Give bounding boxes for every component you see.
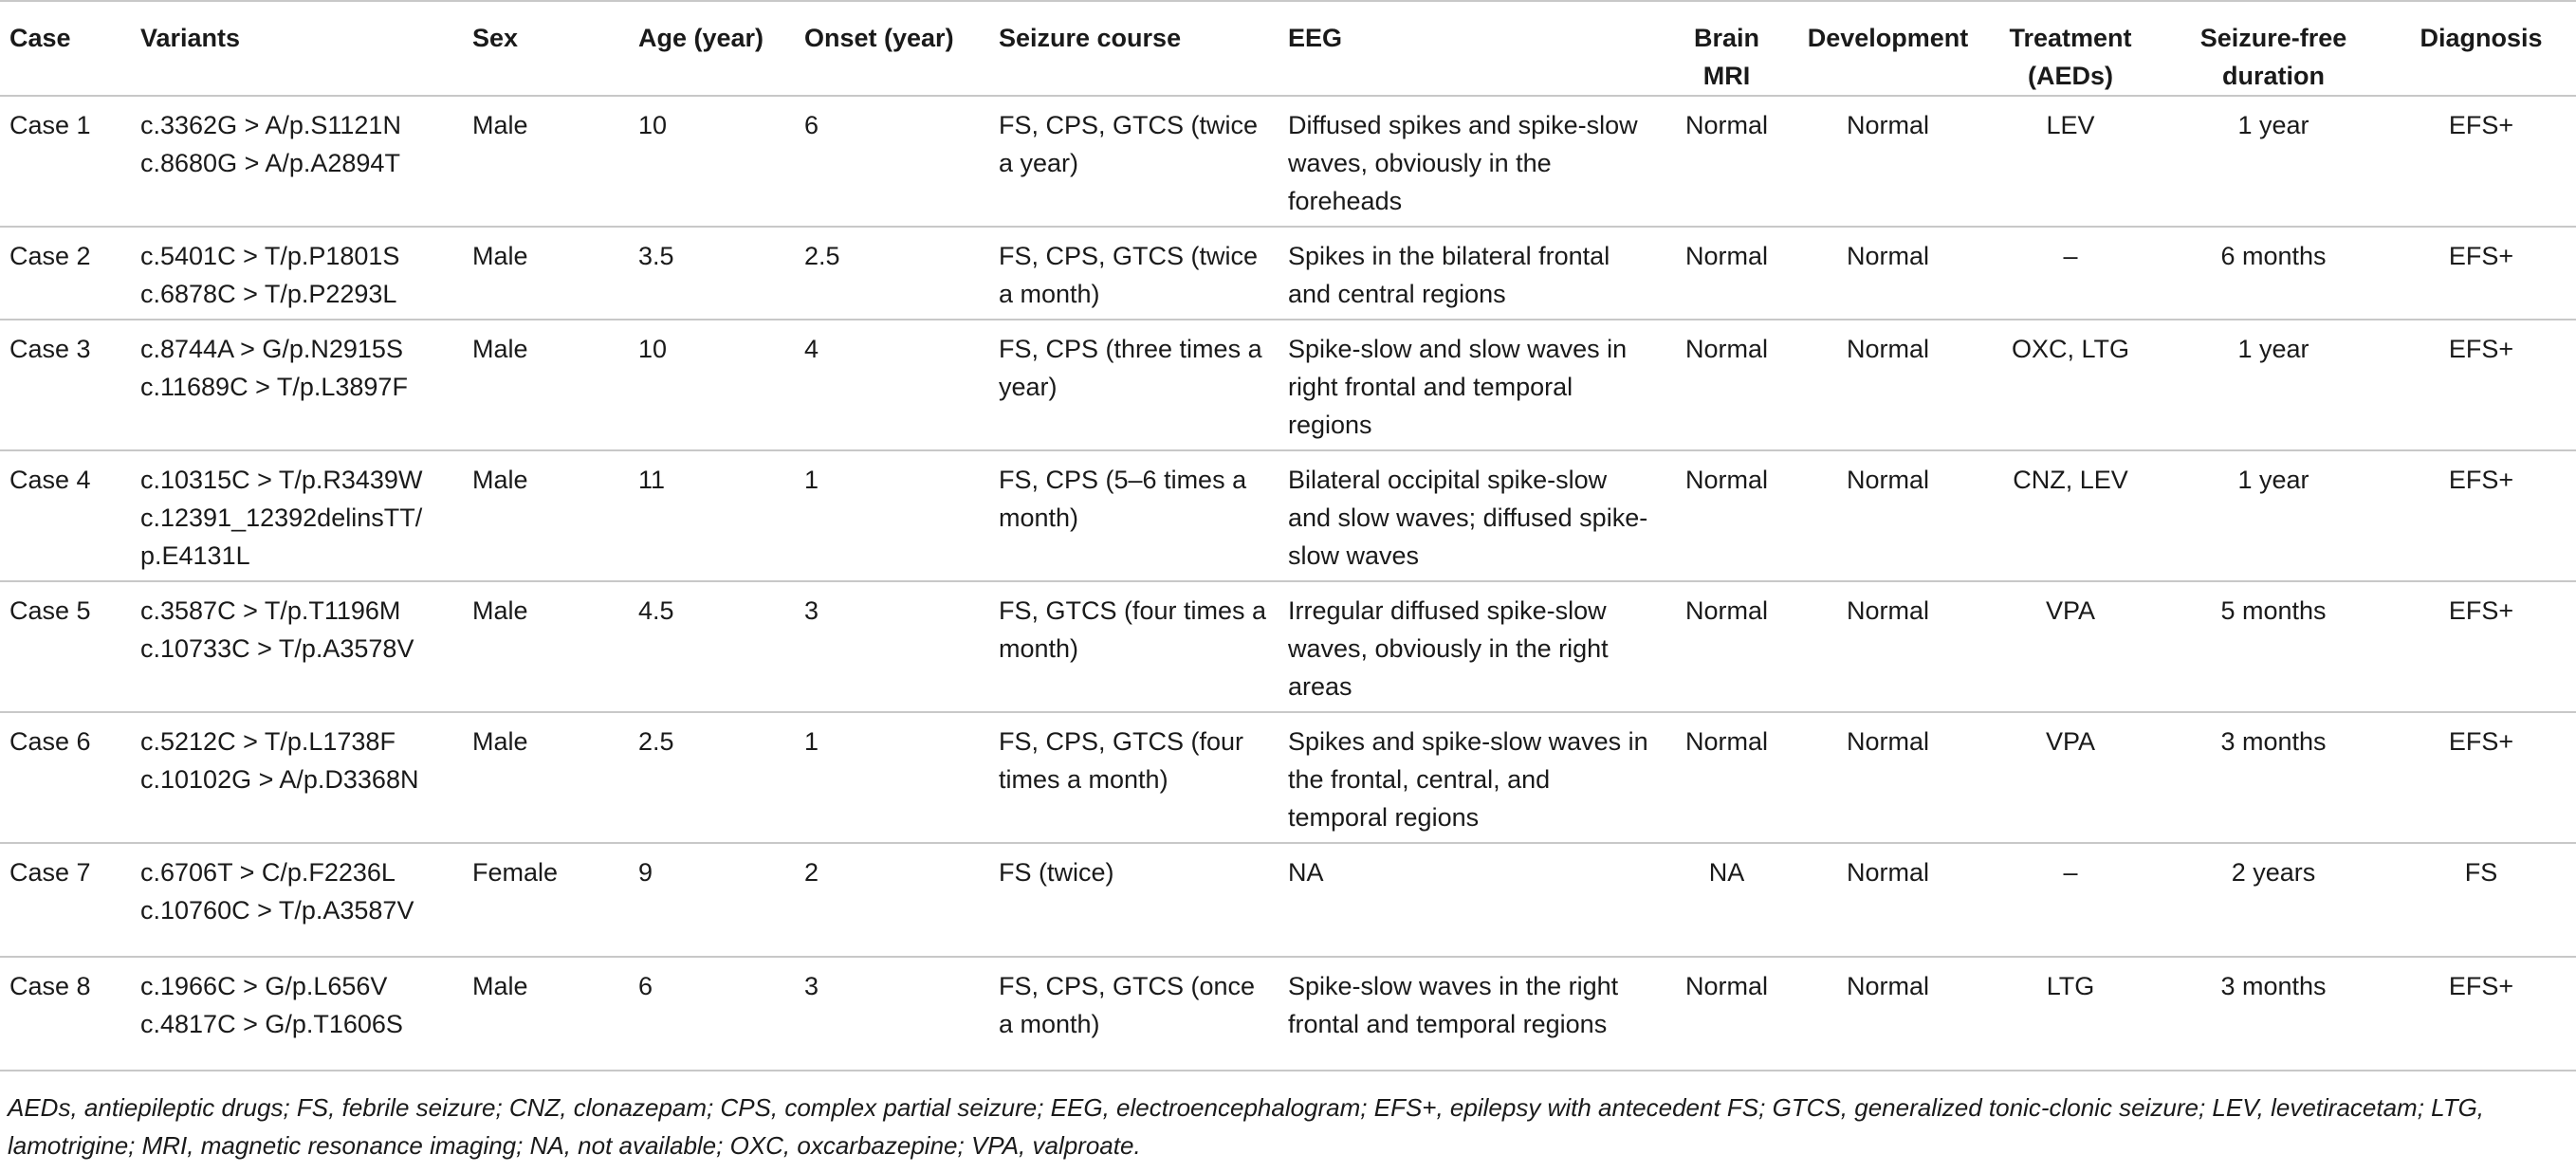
cell-seizure-course: FS, CPS, GTCS (four times a month) xyxy=(989,712,1279,843)
cell-treatment: VPA xyxy=(1980,581,2161,712)
cell-development: Normal xyxy=(1795,96,1980,227)
cell-case: Case 6 xyxy=(0,712,131,843)
cell-eeg: Spike-slow waves in the right frontal and temporal regions xyxy=(1279,957,1658,1071)
cell-case: Case 1 xyxy=(0,96,131,227)
cell-seizure-course: FS, GTCS (four times a month) xyxy=(989,581,1279,712)
cell-development: Normal xyxy=(1795,712,1980,843)
table-row xyxy=(0,320,2576,450)
cell-eeg: Bilateral occipital spike-slow and slow waves; diffused spike-slow waves xyxy=(1279,450,1658,581)
cell-age: 10 xyxy=(629,320,795,450)
cell-development: Normal xyxy=(1795,843,1980,957)
cell-case: Case 2 xyxy=(0,227,131,320)
cell-seizure-free-duration: 3 months xyxy=(2161,957,2386,1071)
cell-seizure-free-duration: 1 year xyxy=(2161,320,2386,450)
cell-eeg: Spikes and spike-slow waves in the frontal, central, and temporal regions xyxy=(1279,712,1658,843)
cell-case: Case 3 xyxy=(0,320,131,450)
cell-sex: Male xyxy=(463,227,629,320)
cell-seizure-free-duration: 2 years xyxy=(2161,843,2386,957)
cell-onset: 1 xyxy=(795,450,989,581)
cell-age: 9 xyxy=(629,843,795,957)
cell-diagnosis: EFS+ xyxy=(2386,450,2576,581)
cell-brain-mri: Normal xyxy=(1658,957,1795,1071)
cell-onset: 4 xyxy=(795,320,989,450)
table-footnote: AEDs, antiepileptic drugs; FS, febrile seizure; CNZ, clonazepam; CPS, complex partial seizure; EEG, electroencephalogram; EFS+, epilepsy with antecedent FS; GTCS, generalized tonic-clonic seizure; LEV, levetiracetam; LTG, lamotrigine; MRI, magnetic resonance imaging; NA, not available; OXC, oxcarbazepine; VPA, valproate. xyxy=(8,1093,2485,1160)
cell-treatment: CNZ, LEV xyxy=(1980,450,2161,581)
cell-sex: Male xyxy=(463,581,629,712)
table-header xyxy=(0,1,2576,96)
cell-seizure-free-duration: 5 months xyxy=(2161,581,2386,712)
cell-sex: Female xyxy=(463,843,629,957)
cell-onset: 1 xyxy=(795,712,989,843)
table-row xyxy=(0,843,2576,957)
cell-age: 6 xyxy=(629,957,795,1071)
cell-variants: c.3587C > T/p.T1196M c.10733C > T/p.A3578V xyxy=(131,581,463,712)
cell-seizure-course: FS, CPS (three times a year) xyxy=(989,320,1279,450)
table-row xyxy=(0,581,2576,712)
cell-brain-mri: Normal xyxy=(1658,227,1795,320)
header-case: Case xyxy=(0,1,131,96)
cell-sex: Male xyxy=(463,96,629,227)
header-row xyxy=(0,1,2576,96)
cell-treatment: OXC, LTG xyxy=(1980,320,2161,450)
cell-age: 2.5 xyxy=(629,712,795,843)
header-sex: Sex xyxy=(463,1,629,96)
cell-treatment: LTG xyxy=(1980,957,2161,1071)
cell-brain-mri: Normal xyxy=(1658,320,1795,450)
cell-diagnosis: EFS+ xyxy=(2386,320,2576,450)
cell-brain-mri: Normal xyxy=(1658,450,1795,581)
cell-brain-mri: Normal xyxy=(1658,581,1795,712)
cell-seizure-course: FS, CPS, GTCS (twice a month) xyxy=(989,227,1279,320)
cell-diagnosis: EFS+ xyxy=(2386,712,2576,843)
header-development: Development xyxy=(1795,1,1980,96)
cell-eeg: Diffused spikes and spike-slow waves, obviously in the foreheads xyxy=(1279,96,1658,227)
cell-case: Case 7 xyxy=(0,843,131,957)
cell-development: Normal xyxy=(1795,227,1980,320)
cell-development: Normal xyxy=(1795,320,1980,450)
cell-onset: 2 xyxy=(795,843,989,957)
cell-diagnosis: EFS+ xyxy=(2386,581,2576,712)
table-row xyxy=(0,227,2576,320)
cell-variants: c.8744A > G/p.N2915S c.11689C > T/p.L3897F xyxy=(131,320,463,450)
cell-eeg: Irregular diffused spike-slow waves, obviously in the right areas xyxy=(1279,581,1658,712)
table-row xyxy=(0,450,2576,581)
cell-age: 11 xyxy=(629,450,795,581)
cell-seizure-course: FS, CPS (5–6 times a month) xyxy=(989,450,1279,581)
cell-diagnosis: EFS+ xyxy=(2386,96,2576,227)
cell-treatment: – xyxy=(1980,227,2161,320)
header-treatment: Treatment (AEDs) xyxy=(1980,1,2161,96)
cell-seizure-free-duration: 1 year xyxy=(2161,96,2386,227)
table-row xyxy=(0,957,2576,1071)
header-onset: Onset (year) xyxy=(795,1,989,96)
cell-brain-mri: NA xyxy=(1658,843,1795,957)
cell-age: 10 xyxy=(629,96,795,227)
cell-age: 4.5 xyxy=(629,581,795,712)
cell-case: Case 8 xyxy=(0,957,131,1071)
cell-onset: 3 xyxy=(795,957,989,1071)
header-seizure-course: Seizure course xyxy=(989,1,1279,96)
cell-seizure-free-duration: 1 year xyxy=(2161,450,2386,581)
cell-seizure-course: FS (twice) xyxy=(989,843,1279,957)
cell-onset: 3 xyxy=(795,581,989,712)
cell-variants: c.10315C > T/p.R3439W c.12391_12392delinsTT/ p.E4131L xyxy=(131,450,463,581)
cell-treatment: LEV xyxy=(1980,96,2161,227)
table-body xyxy=(0,96,2576,1071)
cell-sex: Male xyxy=(463,450,629,581)
header-eeg: EEG xyxy=(1279,1,1658,96)
cell-diagnosis: EFS+ xyxy=(2386,227,2576,320)
cell-diagnosis: EFS+ xyxy=(2386,957,2576,1071)
cell-onset: 2.5 xyxy=(795,227,989,320)
header-brain-mri: Brain MRI xyxy=(1658,1,1795,96)
cell-variants: c.5401C > T/p.P1801S c.6878C > T/p.P2293L xyxy=(131,227,463,320)
cell-sex: Male xyxy=(463,712,629,843)
cell-development: Normal xyxy=(1795,450,1980,581)
header-seizure-free-duration: Seizure-free duration xyxy=(2161,1,2386,96)
cell-sex: Male xyxy=(463,320,629,450)
cell-age: 3.5 xyxy=(629,227,795,320)
cell-eeg: Spike-slow and slow waves in right frontal and temporal regions xyxy=(1279,320,1658,450)
cell-eeg: NA xyxy=(1279,843,1658,957)
cell-variants: c.6706T > C/p.F2236L c.10760C > T/p.A3587V xyxy=(131,843,463,957)
cell-sex: Male xyxy=(463,957,629,1071)
cell-eeg: Spikes in the bilateral frontal and central regions xyxy=(1279,227,1658,320)
header-diagnosis: Diagnosis xyxy=(2386,1,2576,96)
cell-brain-mri: Normal xyxy=(1658,712,1795,843)
cell-development: Normal xyxy=(1795,957,1980,1071)
header-age: Age (year) xyxy=(629,1,795,96)
cell-case: Case 5 xyxy=(0,581,131,712)
cell-variants: c.5212C > T/p.L1738F c.10102G > A/p.D3368N xyxy=(131,712,463,843)
cell-seizure-course: FS, CPS, GTCS (twice a year) xyxy=(989,96,1279,227)
cell-onset: 6 xyxy=(795,96,989,227)
cell-variants: c.1966C > G/p.L656V c.4817C > G/p.T1606S xyxy=(131,957,463,1071)
table-row xyxy=(0,96,2576,227)
cell-seizure-free-duration: 3 months xyxy=(2161,712,2386,843)
header-variants: Variants xyxy=(131,1,463,96)
cell-treatment: – xyxy=(1980,843,2161,957)
table-row xyxy=(0,712,2576,843)
cell-treatment: VPA xyxy=(1980,712,2161,843)
cell-variants: c.3362G > A/p.S1121N c.8680G > A/p.A2894T xyxy=(131,96,463,227)
cell-brain-mri: Normal xyxy=(1658,96,1795,227)
cell-case: Case 4 xyxy=(0,450,131,581)
cell-seizure-free-duration: 6 months xyxy=(2161,227,2386,320)
cell-diagnosis: FS xyxy=(2386,843,2576,957)
cell-seizure-course: FS, CPS, GTCS (once a month) xyxy=(989,957,1279,1071)
cell-development: Normal xyxy=(1795,581,1980,712)
